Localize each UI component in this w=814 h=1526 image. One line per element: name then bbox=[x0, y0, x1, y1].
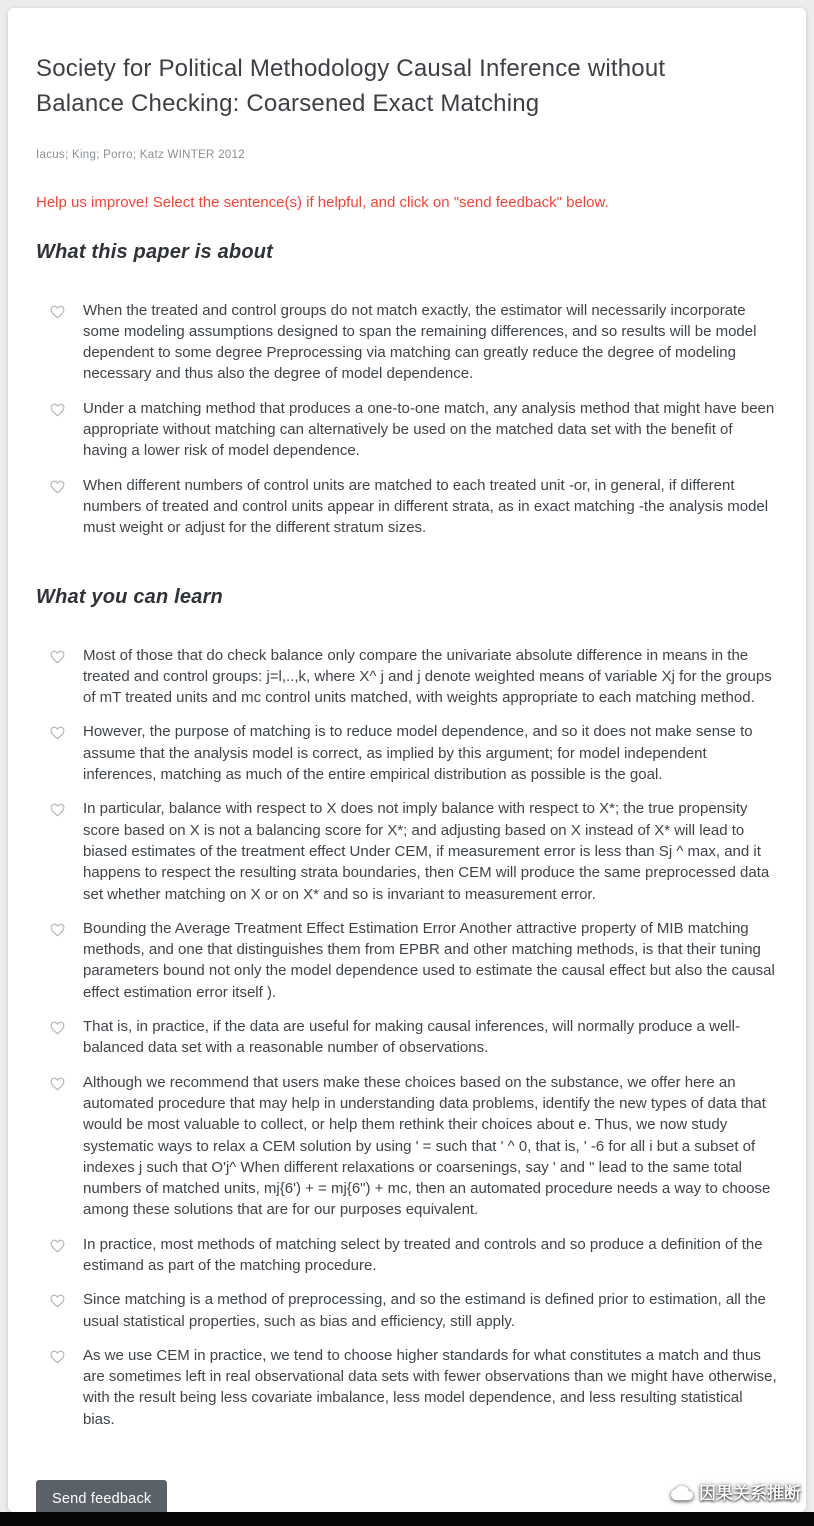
section-heading: What you can learn bbox=[36, 585, 223, 608]
page-title: Society for Political Methodology Causal Inference without Balance Checking: Coarsened Exact Matching bbox=[36, 55, 666, 117]
heart-icon[interactable] bbox=[49, 300, 83, 320]
sentence-row[interactable] bbox=[49, 398, 780, 462]
heart-icon[interactable] bbox=[49, 398, 83, 418]
sentence-row[interactable] bbox=[49, 1234, 780, 1277]
heart-icon[interactable] bbox=[49, 1072, 83, 1092]
sentence-row[interactable] bbox=[49, 475, 780, 539]
sentence-row[interactable] bbox=[49, 798, 780, 904]
bottom-bar bbox=[0, 1512, 814, 1526]
heart-icon[interactable] bbox=[49, 1345, 83, 1365]
send-feedback-button[interactable]: Send feedback bbox=[36, 1480, 167, 1512]
sentence-row[interactable] bbox=[49, 1345, 780, 1430]
section-heading: What this paper is about bbox=[36, 240, 274, 263]
heart-icon[interactable] bbox=[49, 1289, 83, 1309]
sentence-text: When the treated and control groups do not match exactly, the estimator will necessarily incorporate some modeling assumptions designed to span the remaining differences, and so results will be model dependent to some degree Preprocessing via matching can greatly reduce the degree of modeling necessary and thus also the degree of model dependence. bbox=[83, 301, 757, 383]
heart-icon[interactable] bbox=[49, 645, 83, 665]
sentence-text: Since matching is a method of preprocessing, and so the estimand is defined prior to estimation, all the usual statistical properties, such as bias and efficiency, still apply. bbox=[83, 1291, 766, 1330]
cloud-icon bbox=[671, 1483, 693, 1501]
sentence-row[interactable] bbox=[49, 721, 780, 785]
sentence-text: Under a matching method that produces a one-to-one match, any analysis method that might have been appropriate without matching can alternatively be used on the matched data set with the benefit of having a lower risk of model dependence. bbox=[83, 399, 775, 460]
sentence-row[interactable] bbox=[49, 1016, 780, 1059]
sentence-text: Bounding the Average Treatment Effect Estimation Error Another attractive property of MIB matching methods, and one that distinguishes them from EPBR and other matching methods, is that their tuning parameters bound not only the model dependence used to estimate the causal effect but also the causal effect estimation error itself ). bbox=[83, 919, 775, 1001]
heart-icon[interactable] bbox=[49, 1234, 83, 1254]
feedback-prompt: Help us improve! Select the sentence(s) if helpful, and click on "send feedback" below. bbox=[36, 193, 609, 211]
sentence-row[interactable] bbox=[49, 1072, 780, 1221]
sentence-row[interactable] bbox=[49, 918, 780, 1003]
sentence-text: That is, in practice, if the data are useful for making causal inferences, will normally produce a well-balanced data set with a reasonable number of observations. bbox=[83, 1018, 740, 1057]
sentence-row[interactable] bbox=[49, 300, 780, 385]
watermark-text: 因果关系推断 bbox=[699, 1484, 801, 1503]
sentence-text: When different numbers of control units are matched to each treated unit -or, in general, if different numbers of treated and control units appear in different strata, as in exact matching -the analysis model must weight or adjust for the different stratum sizes. bbox=[83, 476, 769, 537]
summary-card bbox=[8, 8, 806, 1512]
sentence-text: As we use CEM in practice, we tend to choose higher standards for what constitutes a match and thus are sometimes left in real observational data sets with fewer observations than we might have otherwise, with the result being less covariate imbalance, less model dependence, and less resulting statistical bias. bbox=[83, 1346, 777, 1428]
heart-icon[interactable] bbox=[49, 918, 83, 938]
heart-icon[interactable] bbox=[49, 475, 83, 495]
sentence-row[interactable] bbox=[49, 1289, 780, 1332]
sentence-text: Most of those that do check balance only compare the univariate absolute difference in means in the treated and control groups: j=l,..,k, where X^ j and j denote weighted means of variable Xj for the groups of mT treated units and mc control units matched, with weights appropriate to each matching method. bbox=[83, 646, 772, 707]
sentence-row[interactable] bbox=[49, 645, 780, 709]
heart-icon[interactable] bbox=[49, 798, 83, 818]
heart-icon[interactable] bbox=[49, 721, 83, 741]
sections-container bbox=[36, 241, 780, 1430]
heart-icon[interactable] bbox=[49, 1016, 83, 1036]
sentence-text: In particular, balance with respect to X does not imply balance with respect to X*; the true propensity score based on X is not a balancing score for X*; and adjusting based on X instead of X* will lead to biased estimates of the treatment effect Under CEM, if measurement error is less than Sj ^ max, and it happens to respect the resulting strata boundaries, then CEM will produce the same preprocessed data set whether matching on X or on X* and so is invariant to measurement error. bbox=[83, 800, 770, 903]
sentence-text: In practice, most methods of matching select by treated and controls and so produce a definition of the estimand as part of the matching procedure. bbox=[83, 1235, 763, 1274]
sentence-text: However, the purpose of matching is to reduce model dependence, and so it does not make sense to assume that the analysis model is correct, as implied by this argument; for model independent inferences, matching as much of the entire empirical distribution as possible is the goal. bbox=[83, 723, 753, 784]
sentence-list bbox=[36, 300, 780, 539]
watermark bbox=[671, 1479, 801, 1504]
sentence-text: Although we recommend that users make these choices based on the substance, we offer here an automated procedure that may help in understanding data problems, identify the new types of data that would be most valuable to collect, or help them rethink their choices about e. Thus, we now study systematic ways to relax a CEM solution by using ' = such that ' ^ 0, that is, ' -6 for all i but a subset of indexes j such that O'j^ When different relaxations or coarsenings, say ' and " lead to the same total numbers of matched units, mj{6') + = mj{6") + mc, then an automated procedure needs a way to choose among these solutions that are for our purposes equivalent. bbox=[83, 1073, 771, 1219]
sentence-list bbox=[36, 645, 780, 1431]
authors-line: Iacus; King; Porro; Katz WINTER 2012 bbox=[36, 148, 245, 161]
